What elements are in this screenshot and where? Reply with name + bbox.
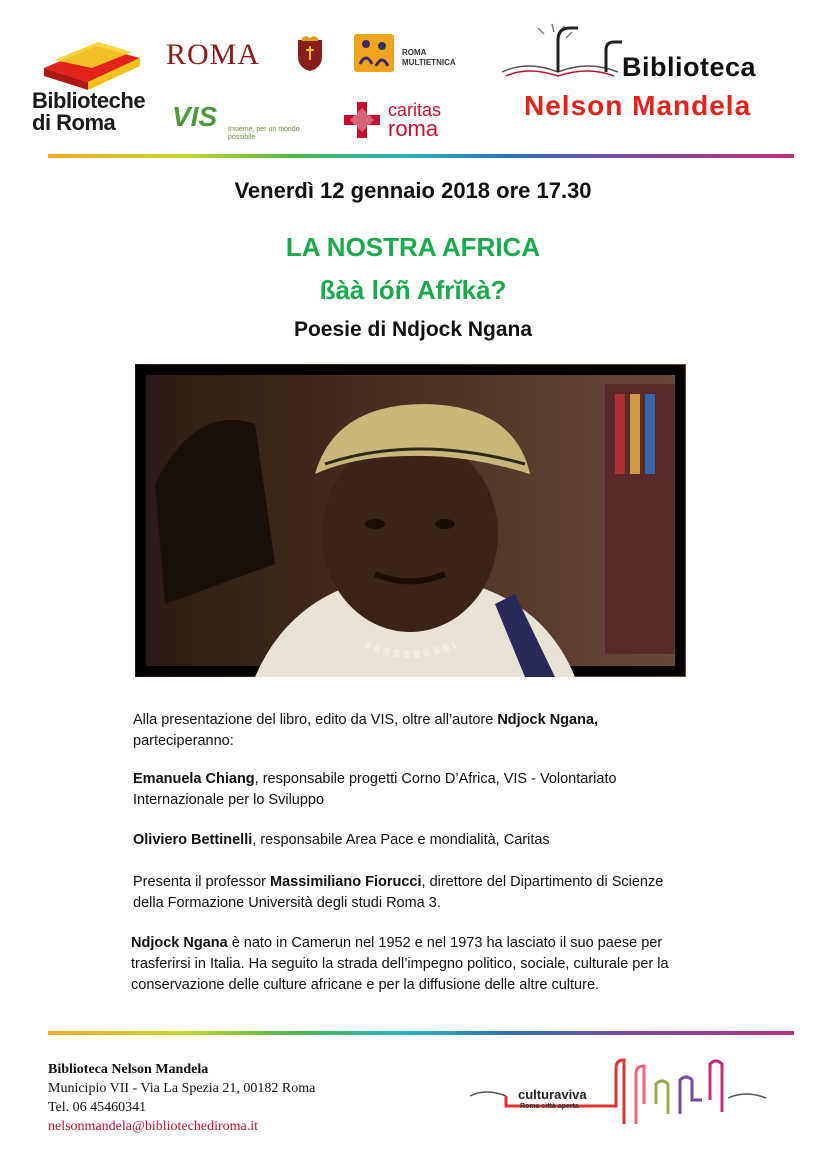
author-portrait-image (135, 364, 686, 677)
caritas-roma-word: roma (388, 116, 439, 141)
paragraph-bio (131, 933, 696, 996)
presenter-intro: Presenta il professor (133, 874, 271, 890)
roma-multietnica-logo (354, 34, 466, 74)
culturaviva-logo (466, 1054, 776, 1134)
intro-text-end: parteciperanno: (133, 733, 234, 749)
speaker-2-role: , responsabile Area Pace e mondialità, Caritas (252, 832, 550, 848)
roma-multietnica-line1: ROMA (402, 48, 427, 57)
presenter-name: Massimiliano Fiorucci (270, 874, 422, 890)
speaker-1-name: Emanuela Chiang (133, 771, 255, 787)
speaker-2-name: Oliviero Bettinelli (133, 832, 253, 848)
books-icon (36, 38, 148, 94)
footer-contact (48, 1060, 368, 1136)
bio-name: Ndjock Ngana (131, 935, 228, 951)
roma-multietnica-mark (354, 34, 394, 72)
paragraph-speaker-1 (133, 769, 693, 811)
caritas-roma-logo (344, 98, 454, 142)
footer-library-name: Biblioteca Nelson Mandela (48, 1062, 209, 1077)
culturaviva-skyline-icon (466, 1054, 776, 1134)
roma-wordmark: ROMA (166, 38, 261, 71)
culturaviva-word: culturaviva (518, 1087, 587, 1102)
author-name: Ndjock Ngana, (497, 712, 599, 728)
speaker-1-role: , responsabile progetti Corno D’Africa, VIS - Volontariato Internazionale per lo Sviluppo (133, 771, 617, 808)
event-title: LA NOSTRA AFRICA (285, 232, 541, 262)
open-book-icon (498, 20, 622, 82)
paragraph-speaker-2 (133, 830, 693, 851)
caritas-cross-icon (344, 102, 380, 138)
biblioteca-word: Biblioteca (622, 52, 757, 82)
intro-text: Alla presentazione del libro, edito da VIS, oltre all’autore (133, 712, 498, 728)
paragraph-presenter (133, 872, 693, 914)
footer-phone: Tel. 06 45460341 (48, 1100, 147, 1115)
event-date: Venerdì 12 gennaio 2018 ore 17.30 (234, 178, 592, 203)
culturaviva-tagline: Roma città aperta (520, 1103, 579, 1110)
biblioteche-di-roma-logo (30, 38, 160, 138)
logo-text-line2: di Roma (32, 110, 116, 135)
biblioteca-nelson-mandela-logo (498, 20, 798, 130)
bio-text: è nato in Camerun nel 1952 e nel 1973 ha lasciato il suo paese per trasferirsi in Italia. Ha seguito la strada dell’impegno politico, sociale, culturale per la conservazione delle culture africane e per la diffusione delle altre culture. (131, 935, 669, 993)
event-subtitle: Poesie di Ndjock Ngana (293, 318, 533, 341)
footer-divider (48, 1031, 794, 1035)
author-photo (135, 364, 686, 677)
roma-multietnica-line2: MULTIETNICA (402, 58, 456, 67)
header-divider (48, 154, 794, 158)
roma-shield-icon (296, 36, 324, 72)
paragraph-intro (133, 710, 693, 752)
vis-tagline: Insieme, per un mondo possibile (228, 126, 300, 141)
footer-address: Municipio VII - Via La Spezia 21, 00182 Roma (48, 1081, 316, 1096)
footer-email-link[interactable]: nelsonmandela@bibliotechediroma.it (48, 1119, 258, 1134)
presenter-role: , direttore del Dipartimento di Scienze della Formazione Università degli studi Roma 3. (133, 874, 664, 911)
nelson-mandela-word: Nelson Mandela (524, 90, 752, 121)
event-title-local: ßàà lóñ Afrĭkà? (319, 275, 507, 305)
vis-wordmark: VIS (172, 101, 218, 132)
caritas-word: caritas (388, 100, 442, 120)
figures-icon (354, 34, 394, 72)
logo-text-line1: Biblioteche (32, 88, 146, 113)
vis-logo (172, 100, 312, 140)
